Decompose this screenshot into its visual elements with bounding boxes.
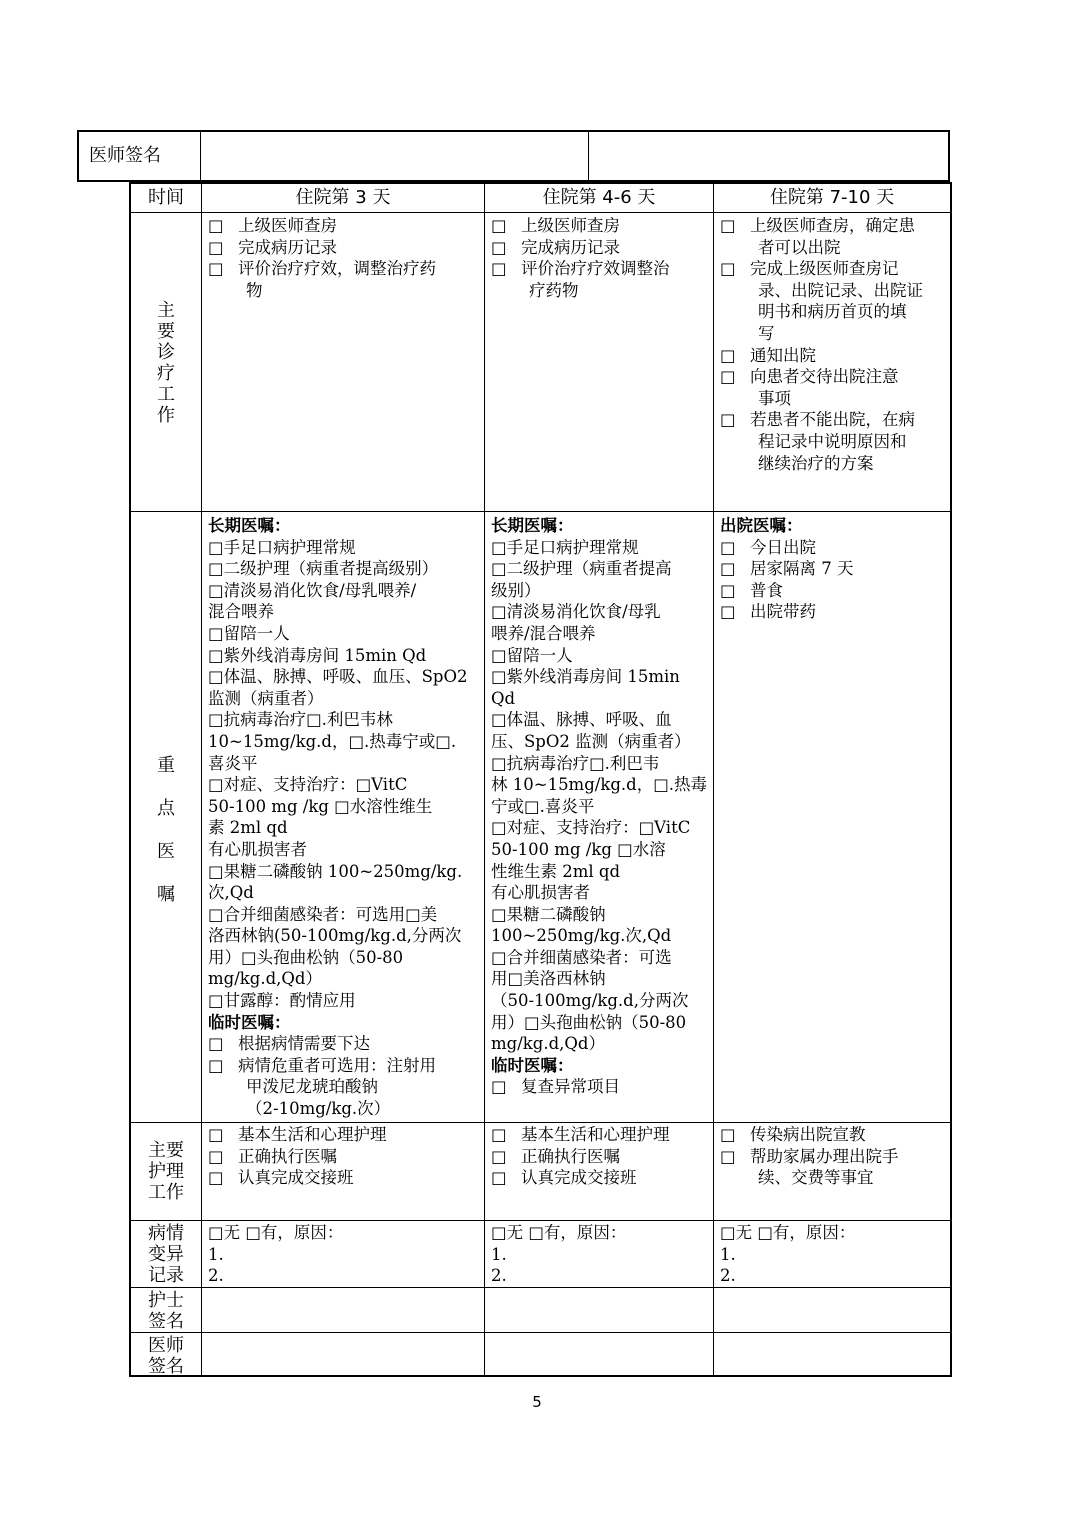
variance-line: □无 □有，原因：	[208, 1223, 344, 1242]
order-line: （2-10mg/kg.次）	[246, 1099, 391, 1119]
row-label-char: 重	[157, 755, 175, 776]
variance-line: 1.	[491, 1244, 507, 1264]
order-line: □手足口病护理常规	[491, 537, 639, 557]
order-line: □二级护理（病重者提高	[491, 559, 672, 579]
list-item	[720, 1167, 946, 1189]
order-line: 用）□头孢曲松钠（50-80	[491, 1012, 687, 1032]
row-label-diagnosis	[131, 300, 201, 426]
diagnosis-day-4-6-cell	[487, 215, 713, 301]
orders-day-3-cell	[204, 515, 484, 1120]
grid-hline	[131, 1332, 950, 1333]
grid-vline	[484, 184, 485, 1375]
checkbox-icon: □	[491, 259, 507, 279]
row-label-line: 记录	[148, 1265, 184, 1286]
list-item	[491, 1076, 709, 1098]
list-item-text: 若患者不能出院，在病	[750, 410, 915, 430]
row-label-nursing	[131, 1140, 201, 1203]
row-label-line: 主要	[148, 1140, 184, 1161]
list-item	[208, 1055, 480, 1077]
list-item	[208, 280, 480, 302]
checkbox-icon: □	[720, 216, 736, 235]
list-item-text: 向患者交待出院注意	[750, 367, 899, 387]
list-item-text: 出院带药	[750, 602, 816, 622]
order-line: 喜炎平	[208, 753, 258, 773]
list-item-text: 基本生活和心理护理	[238, 1125, 387, 1144]
order-line: □留陪一人	[208, 623, 290, 643]
list-item-text: 评价治疗疗效，调整治疗药	[238, 259, 436, 279]
order-line: □合并细菌感染者：可选用□美	[208, 904, 438, 924]
variance-line: 2.	[720, 1266, 736, 1286]
checkbox-icon: □	[720, 602, 736, 622]
list-item	[491, 1124, 709, 1146]
order-line: □二级护理（病重者提高级别）	[208, 559, 439, 579]
list-item	[720, 431, 946, 453]
order-line: □清淡易消化饮食/母乳	[491, 602, 661, 622]
list-item	[208, 1033, 480, 1055]
checkbox-icon: □	[720, 580, 736, 600]
row-label-char: 点	[157, 798, 175, 819]
nursing-day-4-6-cell	[487, 1124, 713, 1189]
checkbox-icon: □	[720, 367, 736, 387]
list-item	[208, 1146, 480, 1168]
row-label-line: 病情	[148, 1223, 184, 1244]
list-item	[208, 1167, 480, 1189]
nurse-signature-day-4-6[interactable]	[486, 1289, 713, 1332]
nursing-day-3-cell	[204, 1124, 484, 1189]
doctor-signature-day-4-6[interactable]	[486, 1334, 713, 1375]
row-label-line: 护理	[148, 1161, 184, 1182]
row-label-variance	[131, 1223, 201, 1286]
variance-day-4-6-cell	[487, 1222, 713, 1287]
list-item-text: 复查异常项目	[521, 1077, 620, 1097]
list-item-text: 上级医师查房	[521, 216, 620, 235]
grid-vline	[713, 184, 714, 1375]
list-item	[720, 388, 946, 410]
list-item-text: 认真完成交接班	[521, 1168, 637, 1188]
order-line: 50-100 mg /kg □水溶性维生	[208, 796, 433, 816]
order-line: 混合喂养	[208, 602, 274, 622]
row-label-line: 工作	[148, 1182, 184, 1203]
variance-day-3-cell	[204, 1222, 484, 1287]
checkbox-icon: □	[491, 216, 507, 235]
diagnosis-day-7-10-cell	[716, 215, 950, 474]
checkbox-icon: □	[720, 537, 736, 557]
order-line: Qd	[491, 688, 516, 708]
row-label-line: 签名	[148, 1356, 184, 1377]
orders-day-7-10-cell	[716, 515, 950, 623]
order-line: □果糖二磷酸钠 100~250mg/kg.	[208, 861, 463, 881]
order-line: 林 10~15mg/kg.d，□.热毒	[491, 775, 708, 795]
list-item-text: 上级医师查房	[238, 216, 337, 235]
list-item-text: 继续治疗的方案	[758, 453, 874, 473]
header-day-4-6: 住院第 4-6 天	[542, 187, 656, 208]
order-line: 洛西林钠(50-100mg/kg.d,分两次	[208, 926, 462, 946]
order-line: mg/kg.d,Qd）	[491, 1034, 605, 1054]
grid-hline	[131, 212, 950, 213]
checkbox-icon: □	[208, 1125, 224, 1144]
list-item-text: 物	[246, 280, 263, 300]
order-line: （50-100mg/kg.d,分两次	[491, 991, 689, 1011]
nurse-signature-day-3[interactable]	[203, 1289, 484, 1332]
list-item-text: 事项	[758, 388, 791, 408]
row-label-line: 变异	[148, 1244, 184, 1265]
list-item-text: 通知出院	[750, 345, 816, 365]
variance-day-7-10-cell	[716, 1222, 950, 1287]
list-item-text: 传染病出院宣教	[750, 1125, 866, 1144]
list-item-text: 认真完成交接班	[238, 1168, 354, 1188]
row-label-char: 疗	[157, 363, 175, 384]
order-line: □手足口病护理常规	[208, 537, 356, 557]
grid-hline	[131, 1287, 950, 1288]
order-line: 宁或□.喜炎平	[491, 796, 595, 816]
header-day-3: 住院第 3 天	[295, 187, 391, 208]
order-line: 级别）	[491, 580, 541, 600]
row-label-char: 工	[157, 384, 175, 405]
order-section-heading: 长期医嘱：	[491, 516, 574, 535]
order-line: 次,Qd	[208, 883, 254, 903]
order-line: 50-100 mg /kg □水溶	[491, 839, 666, 859]
order-line: □果糖二磷酸钠	[491, 904, 606, 924]
grid-vline	[201, 184, 202, 1375]
list-item	[720, 580, 946, 602]
row-label-char: 嘱	[157, 884, 175, 905]
row-label-doctor-sign	[131, 1335, 201, 1377]
header-time: 时间	[148, 187, 184, 208]
list-item	[208, 215, 480, 237]
list-item	[720, 215, 946, 237]
list-item	[491, 237, 709, 259]
diagnosis-day-3-cell	[204, 215, 484, 301]
order-line: 10~15mg/kg.d，□.热毒宁或□.	[208, 731, 457, 751]
order-line: □合并细菌感染者：可选	[491, 947, 672, 967]
list-item-text: 正确执行医嘱	[521, 1146, 620, 1166]
order-line: □甘露醇：酌情应用	[208, 991, 356, 1011]
row-label-char: 主	[157, 300, 175, 321]
list-item-text: 疗药物	[529, 280, 579, 300]
nursing-day-7-10-cell	[716, 1124, 950, 1189]
list-item	[720, 537, 946, 559]
row-label-line: 签名	[148, 1311, 184, 1332]
order-line: □对症、支持治疗：□VitC	[208, 775, 408, 795]
checkbox-icon: □	[720, 259, 736, 279]
variance-line: □无 □有，原因：	[491, 1223, 627, 1242]
list-item-text: 完成上级医师查房记	[750, 259, 899, 279]
checkbox-icon: □	[208, 237, 224, 257]
list-item	[720, 1146, 946, 1168]
variance-line: 1.	[208, 1244, 224, 1264]
list-item	[491, 1167, 709, 1189]
checkbox-icon: □	[208, 1055, 224, 1075]
list-item-text: 完成病历记录	[238, 237, 337, 257]
doctor-signature-label: 医师签名	[79, 132, 201, 180]
list-item-text: 评价治疗疗效调整治	[521, 259, 670, 279]
list-item	[720, 258, 946, 280]
list-item-text: 病情危重者可选用：注射用	[238, 1055, 436, 1075]
row-label-nurse-sign	[131, 1290, 201, 1332]
checkbox-icon: □	[720, 1125, 736, 1144]
order-line: 素 2ml qd	[208, 818, 288, 838]
nurse-signature-day-7-10[interactable]	[715, 1289, 950, 1332]
row-label-line: 护士	[148, 1290, 184, 1311]
checkbox-icon: □	[208, 1034, 224, 1054]
variance-line: 2.	[491, 1266, 507, 1286]
grid-hline	[131, 511, 950, 512]
checkbox-icon: □	[720, 1146, 736, 1166]
variance-line: 1.	[720, 1244, 736, 1264]
variance-line: 2.	[208, 1266, 224, 1286]
list-item-text: 完成病历记录	[521, 237, 620, 257]
checkbox-icon: □	[720, 410, 736, 430]
checkbox-icon: □	[208, 216, 224, 235]
list-item	[720, 558, 946, 580]
list-item-text: 基本生活和心理护理	[521, 1125, 670, 1144]
row-label-orders	[131, 744, 201, 916]
row-label-line: 医师	[148, 1335, 184, 1356]
doctor-signature-day-7-10[interactable]	[715, 1334, 950, 1375]
list-item-text: 录、出院记录、出院证	[758, 280, 923, 300]
list-item	[720, 301, 946, 323]
order-line: □体温、脉搏、呼吸、血	[491, 710, 672, 730]
list-item-text: 程记录中说明原因和	[758, 431, 907, 451]
pathway-table	[129, 182, 952, 1377]
checkbox-icon: □	[491, 237, 507, 257]
header-day-7-10: 住院第 7-10 天	[769, 187, 895, 208]
checkbox-icon: □	[208, 1146, 224, 1166]
list-item	[491, 280, 709, 302]
list-item	[208, 1124, 480, 1146]
page-number: 5	[532, 1393, 542, 1411]
list-item-text: 者可以出院	[758, 237, 841, 257]
list-item-text: 写	[758, 323, 775, 343]
order-line: 性维生素 2ml qd	[491, 861, 621, 881]
checkbox-icon: □	[491, 1168, 507, 1188]
row-label-char: 医	[157, 841, 175, 862]
list-item	[720, 1124, 946, 1146]
doctor-signature-field-1[interactable]	[201, 132, 589, 180]
order-line: □紫外线消毒房间 15min Qd	[208, 645, 427, 665]
order-line: 100~250mg/kg.次,Qd	[491, 926, 672, 946]
list-item	[720, 345, 946, 367]
list-item	[720, 409, 946, 431]
list-item-text: 普食	[750, 580, 783, 600]
grid-hline	[131, 1122, 950, 1123]
list-item	[208, 237, 480, 259]
order-line: □抗病毒治疗□.利巴韦	[491, 753, 660, 773]
checkbox-icon: □	[491, 1077, 507, 1097]
order-line: 喂养/混合喂养	[491, 623, 596, 643]
order-section-heading: 出院医嘱：	[720, 516, 803, 535]
list-item-text: 明书和病历首页的填	[758, 302, 907, 322]
order-line: 有心肌损害者	[491, 883, 590, 903]
doctor-signature-day-3[interactable]	[203, 1334, 484, 1375]
list-item	[720, 601, 946, 623]
order-line: 甲泼尼龙琥珀酸钠	[246, 1077, 378, 1097]
row-label-char: 作	[157, 405, 175, 426]
orders-day-4-6-cell	[487, 515, 713, 1098]
order-section-heading: 临时医嘱：	[491, 1055, 574, 1075]
list-item-text: 今日出院	[750, 537, 816, 557]
order-line: □紫外线消毒房间 15min	[491, 667, 680, 687]
order-line: □体温、脉搏、呼吸、血压、SpO2	[208, 667, 468, 687]
row-label-char: 诊	[157, 342, 175, 363]
order-line: 用□美洛西林钠	[491, 969, 606, 989]
variance-line: □无 □有，原因：	[720, 1223, 856, 1242]
list-item	[491, 215, 709, 237]
order-line: □留陪一人	[491, 645, 573, 665]
list-item-text: 上级医师查房，确定患	[750, 216, 915, 235]
order-line: 压、SpO2 监测（病重者）	[491, 731, 691, 751]
checkbox-icon: □	[208, 1168, 224, 1188]
checkbox-icon: □	[491, 1146, 507, 1166]
list-item-text: 正确执行医嘱	[238, 1146, 337, 1166]
order-line: 用）□头孢曲松钠（50-80	[208, 947, 404, 967]
order-line: □清淡易消化饮食/母乳喂养/	[208, 580, 417, 600]
grid-hline	[131, 1220, 950, 1221]
checkbox-icon: □	[208, 259, 224, 279]
list-item-text: 根据病情需要下达	[238, 1034, 370, 1054]
order-line: □抗病毒治疗□.利巴韦林	[208, 710, 393, 730]
checkbox-icon: □	[720, 345, 736, 365]
list-item	[720, 280, 946, 302]
list-item	[491, 1146, 709, 1168]
order-line: 监测（病重者）	[208, 688, 324, 708]
row-label-char: 要	[157, 321, 175, 342]
doctor-signature-field-2[interactable]	[589, 132, 948, 180]
list-item	[720, 453, 946, 475]
list-item	[720, 237, 946, 259]
order-line: □对症、支持治疗：□VitC	[491, 818, 691, 838]
list-item	[720, 323, 946, 345]
list-item	[720, 366, 946, 388]
list-item	[208, 258, 480, 280]
order-section-heading: 临时医嘱：	[208, 1012, 291, 1032]
checkbox-icon: □	[720, 559, 736, 579]
checkbox-icon: □	[491, 1125, 507, 1144]
list-item-text: 居家隔离 7 天	[750, 559, 854, 579]
order-line: mg/kg.d,Qd）	[208, 969, 322, 989]
order-line: 有心肌损害者	[208, 839, 307, 859]
list-item	[491, 258, 709, 280]
list-item-text: 续、交费等事宜	[758, 1168, 874, 1188]
top-signature-table	[77, 130, 950, 182]
list-item-text: 帮助家属办理出院手	[750, 1146, 899, 1166]
order-section-heading: 长期医嘱：	[208, 516, 291, 535]
